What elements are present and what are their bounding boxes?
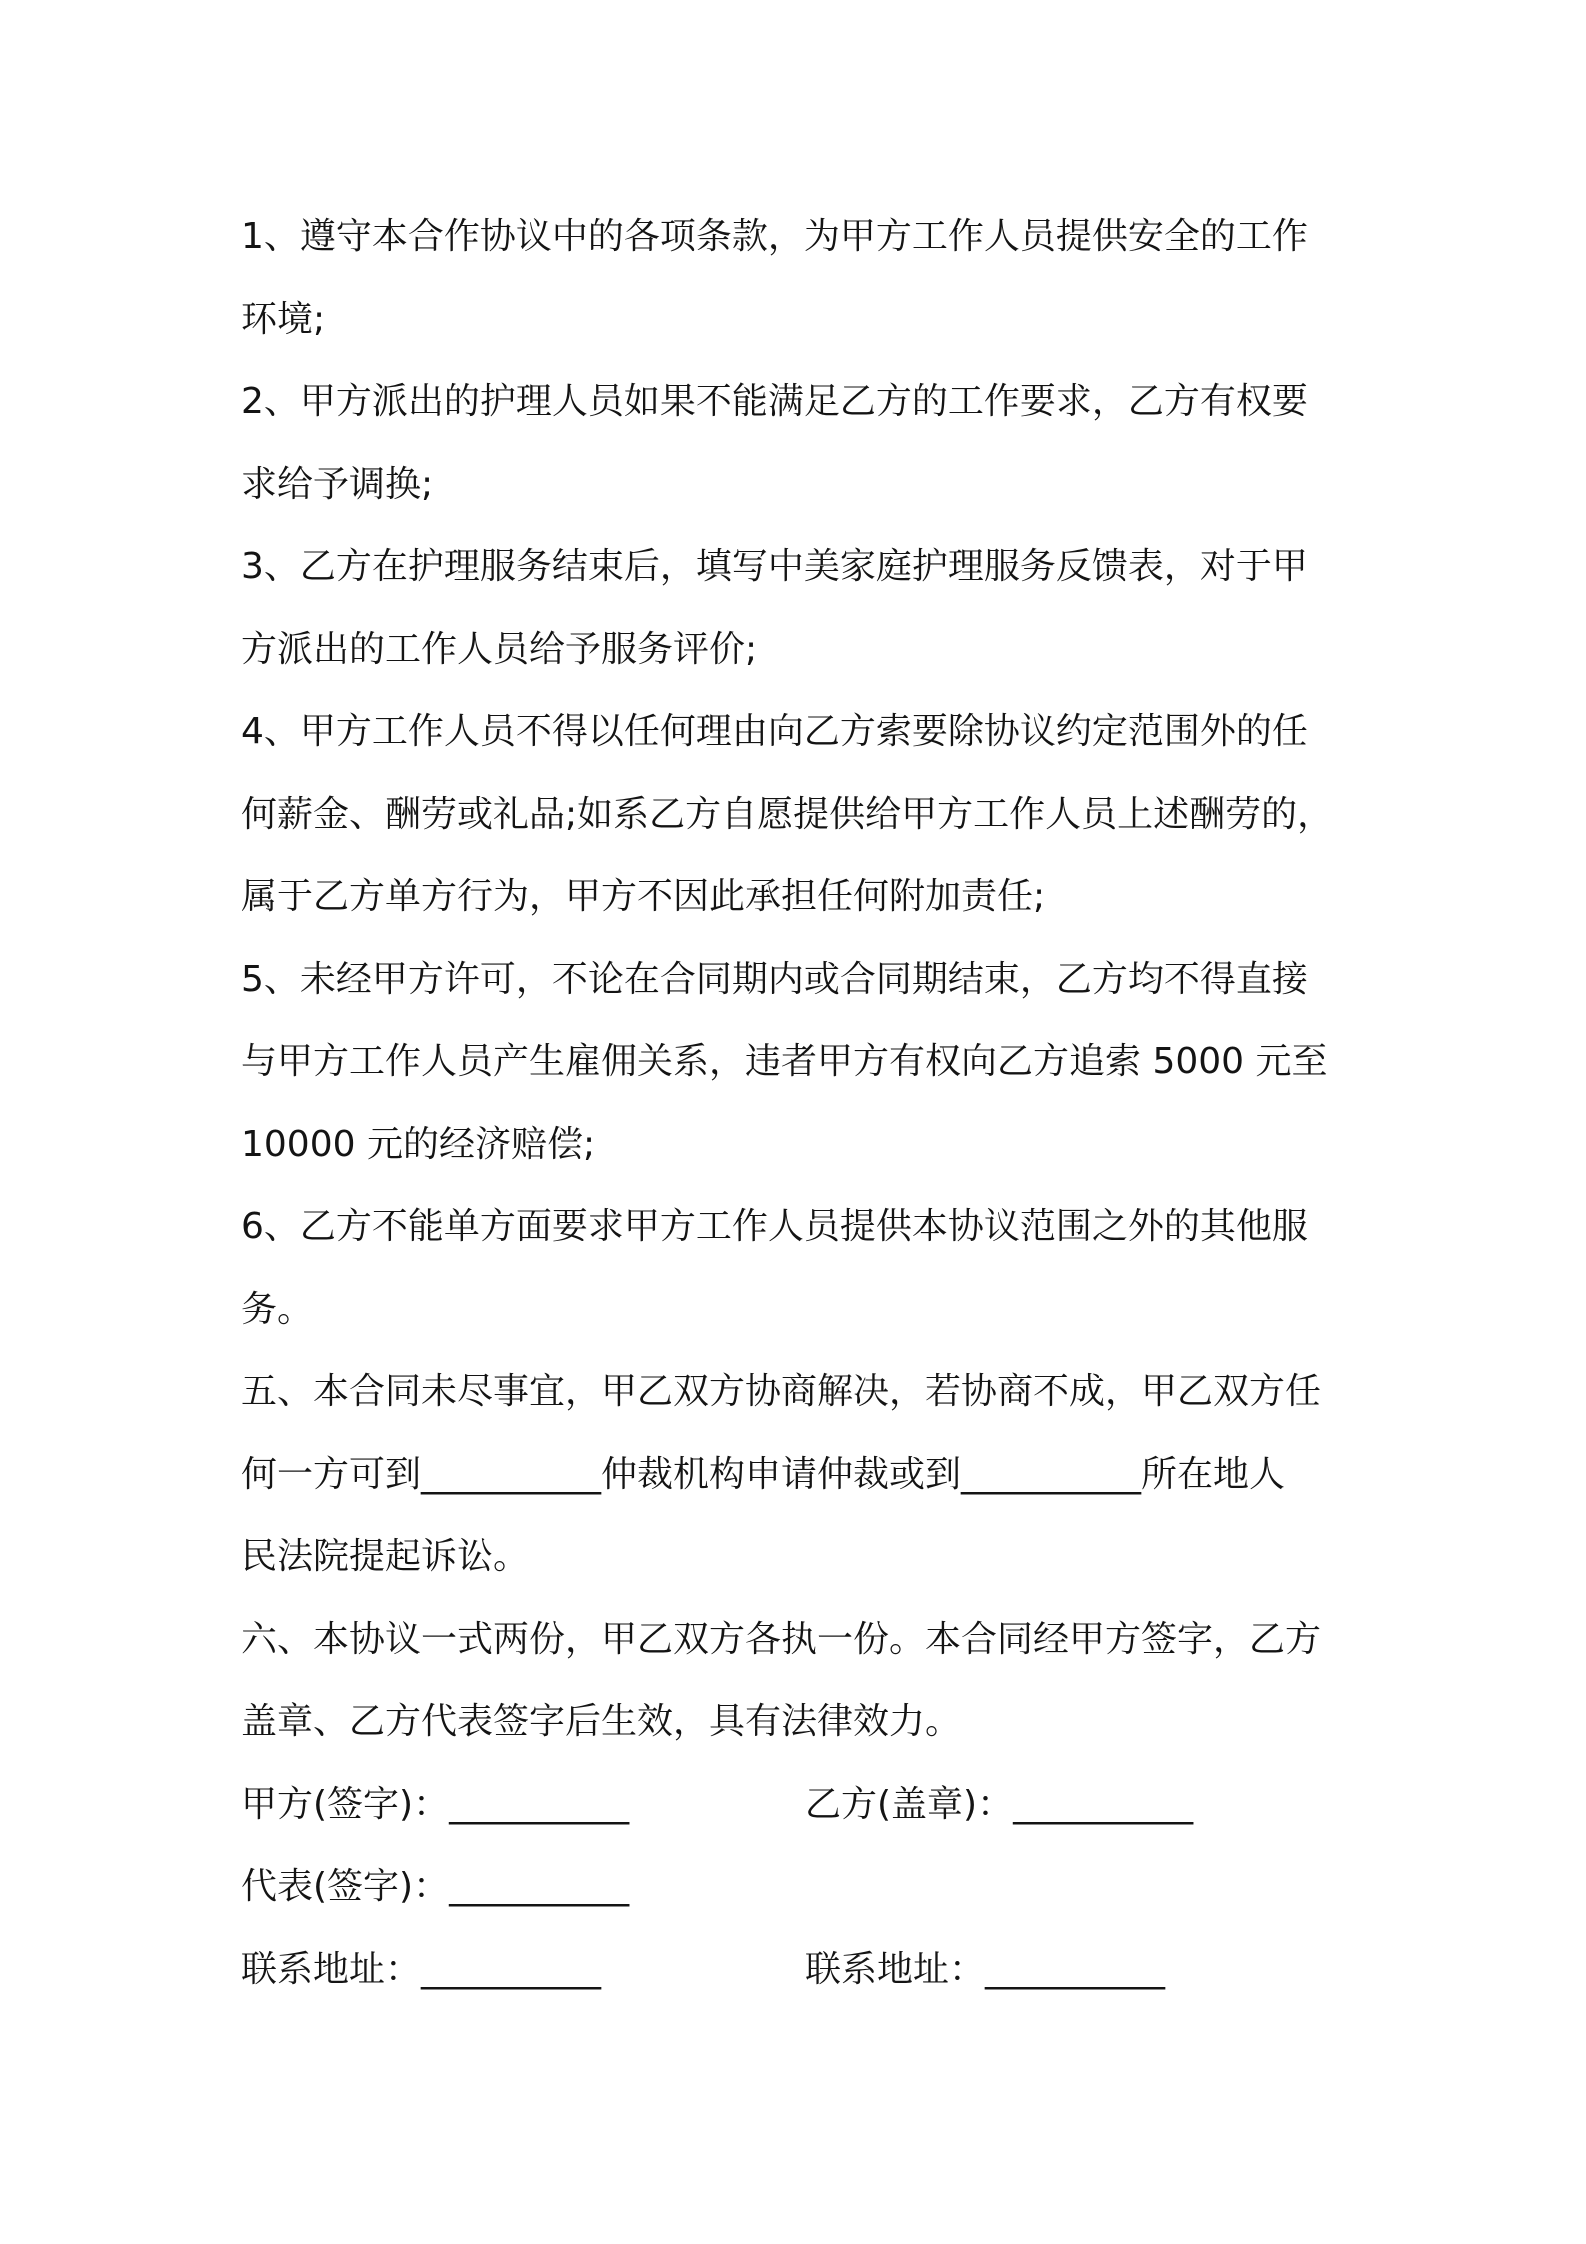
clause-6-line-1: 6、乙方不能单方面要求甲方工作人员提供本协议范围之外的其他服: [241, 1206, 1308, 1247]
signature-row-3: [241, 1929, 1361, 2012]
clause-4-line-1: 4、甲方工作人员不得以任何理由向乙方索要除协议约定范围外的任: [241, 711, 1308, 752]
clause-3-line-2: 方派出的工作人员给予服务评价;: [241, 628, 758, 670]
clause-1: [241, 196, 1361, 361]
party-b-seal-field: 乙方(盖章)：__________: [805, 1783, 1194, 1825]
clause-1-line-2: 环境;: [241, 298, 326, 340]
section-5-line-1: 五、本合同未尽事宜，甲乙双方协商解决，若协商不成，甲乙双方任: [241, 1371, 1322, 1412]
clause-2-line-2: 求给予调换;: [241, 463, 434, 505]
party-b-address-field: 联系地址：__________: [805, 1948, 1166, 1990]
clause-5-line-3: 10000 元的经济赔偿;: [241, 1123, 596, 1165]
clause-6: [241, 1186, 1361, 1351]
signature-row-2: [241, 1846, 1361, 1929]
clause-3-line-1: 3、乙方在护理服务结束后，填写中美家庭护理服务反馈表，对于甲: [241, 546, 1308, 587]
representative-signature-field: 代表(签字)：__________: [241, 1866, 630, 1907]
clause-6-line-2: 务。: [241, 1288, 314, 1330]
section-5-line-3: 民法院提起诉讼。: [241, 1536, 530, 1577]
section-6-line-1: 六、本协议一式两份，甲乙双方各执一份。本合同经甲方签字，乙方: [241, 1618, 1322, 1660]
signature-row-1: [241, 1764, 1361, 1847]
section-6-line-2: 盖章、乙方代表签字后生效，具有法律效力。: [241, 1701, 962, 1742]
clause-5-line-2: 与甲方工作人员产生雇佣关系，违者甲方有权向乙方追索 5000 元至: [241, 1041, 1328, 1082]
section-5-dispute: [241, 1351, 1361, 1599]
clause-4-line-2: 何薪金、酬劳或礼品;如系乙方自愿提供给甲方工作人员上述酬劳的，: [241, 793, 1334, 835]
section-6-copies: [241, 1599, 1361, 1764]
clause-4: [241, 691, 1361, 939]
clause-5: [241, 939, 1361, 1187]
clause-5-line-1: 5、未经甲方许可，不论在合同期内或合同期结束，乙方均不得直接: [241, 958, 1308, 1000]
section-5-line-2: 何一方可到__________仲裁机构申请仲裁或到__________所在地人: [241, 1453, 1286, 1495]
clause-2-line-1: 2、甲方派出的护理人员如果不能满足乙方的工作要求，乙方有权要: [241, 381, 1308, 422]
clause-3: [241, 526, 1361, 691]
clause-1-line-1: 1、遵守本合作协议中的各项条款，为甲方工作人员提供安全的工作: [241, 216, 1308, 257]
clause-4-line-3: 属于乙方单方行为，甲方不因此承担任何附加责任;: [241, 876, 1046, 917]
clause-2: [241, 361, 1361, 526]
party-a-signature-field: 甲方(签字)：__________: [241, 1783, 630, 1825]
party-a-address-field: 联系地址：__________: [241, 1948, 602, 1990]
document-body: [241, 196, 1361, 2011]
